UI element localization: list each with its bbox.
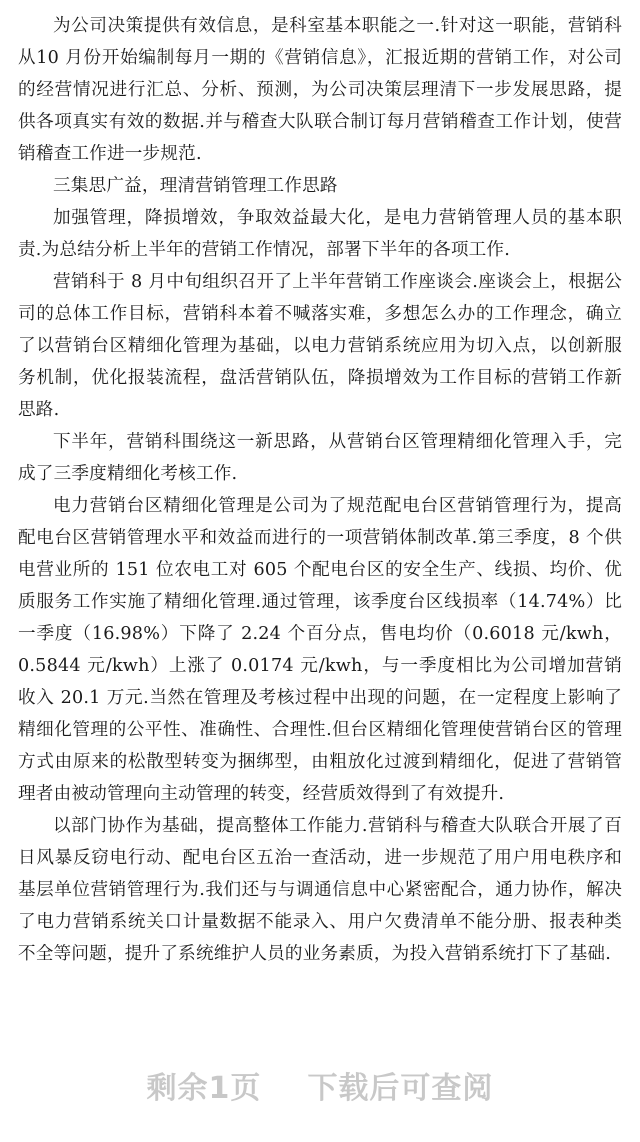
paragraph-section-heading: 三集思广益，理清营销管理工作思路 [53,176,338,196]
paragraph-august-meeting: 营销科于 8 月中旬组织召开了上半年营销工作座谈会.座谈会上，根据公司的总体工作目标，营销科本着不喊落实难，多想怎么办的工作理念，确立了以营销台区精细化管理为基础，以电力营销系统应用为切入点，以创新服务机制，优化报装流程，盘活营销队伍，降损增效为工作目标的营销工作新思路. [18,272,622,420]
remaining-pages-label: 剩余1页 [146,1071,262,1106]
document-body [18,10,622,970]
paragraph-second-half: 下半年，营销科围绕这一新思路，从营销台区管理精细化管理入手，完成了三季度精细化考核工作. [18,432,622,484]
paragraph-department-cooperation: 以部门协作为基础，提高整体工作能力.营销科与稽查大队联合开展了百日风暴反窃电行动、配电台区五治一查活动，进一步规范了用户用电秩序和基层单位营销管理行为.我们还与与调通信息中心紧密配合，通力协作，解决了电力营销系统关口计量数据不能录入、用户欠费清单不能分册、报表种类不全等问题，提升了系统维护人员的业务素质，为投入营销系统打下了基础. [18,816,622,964]
paragraph-decision-info: 为公司决策提供有效信息，是科室基本职能之一.针对这一职能，营销科从10 月份开始编制每月一期的《营销信息》，汇报近期的营销工作，对公司的经营情况进行汇总、分析、预测，为公司决策层理清下一步发展思路，提供各项真实有效的数据.并与稽查大队联合制订每月营销稽查工作计划，使营销稽查工作进一步规范. [18,16,622,164]
paragraph-strengthen-management: 加强管理，降损增效，争取效益最大化，是电力营销管理人员的基本职责.为总结分析上半年的营销工作情况，部署下半年的各项工作. [18,208,622,260]
paragraph-refined-management: 电力营销台区精细化管理是公司为了规范配电台区营销管理行为，提高配电台区营销管理水平和效益而进行的一项营销体制改革.第三季度，8 个供电营业所的 151 位农电工对 605 个配电台区的安全生产、线损、均价、优质服务工作实施了精细化管理.通过管理，该季度台区线损率（14.74%）比一季度（16.98%）下降了 2.24 个百分点，售电均价（0.6018 元/kwh，0.5844 元/kwh）上涨了 0.0174 元/kwh，与一季度相比为公司增加营销收入 20.1 万元.当然在管理及考核过程中出现的问题，在一定程度上影响了精细化管理的公平性、准确性、合理性.但台区精细化管理使营销台区的管理方式由原来的松散型转变为捆绑型，由粗放化过渡到精细化，促进了营销管理者由被动管理向主动管理的转变，经营质效得到了有效提升. [18,496,622,804]
download-prompt-banner[interactable] [0,1063,640,1107]
download-to-view-label: 下载后可查阅 [307,1071,494,1106]
